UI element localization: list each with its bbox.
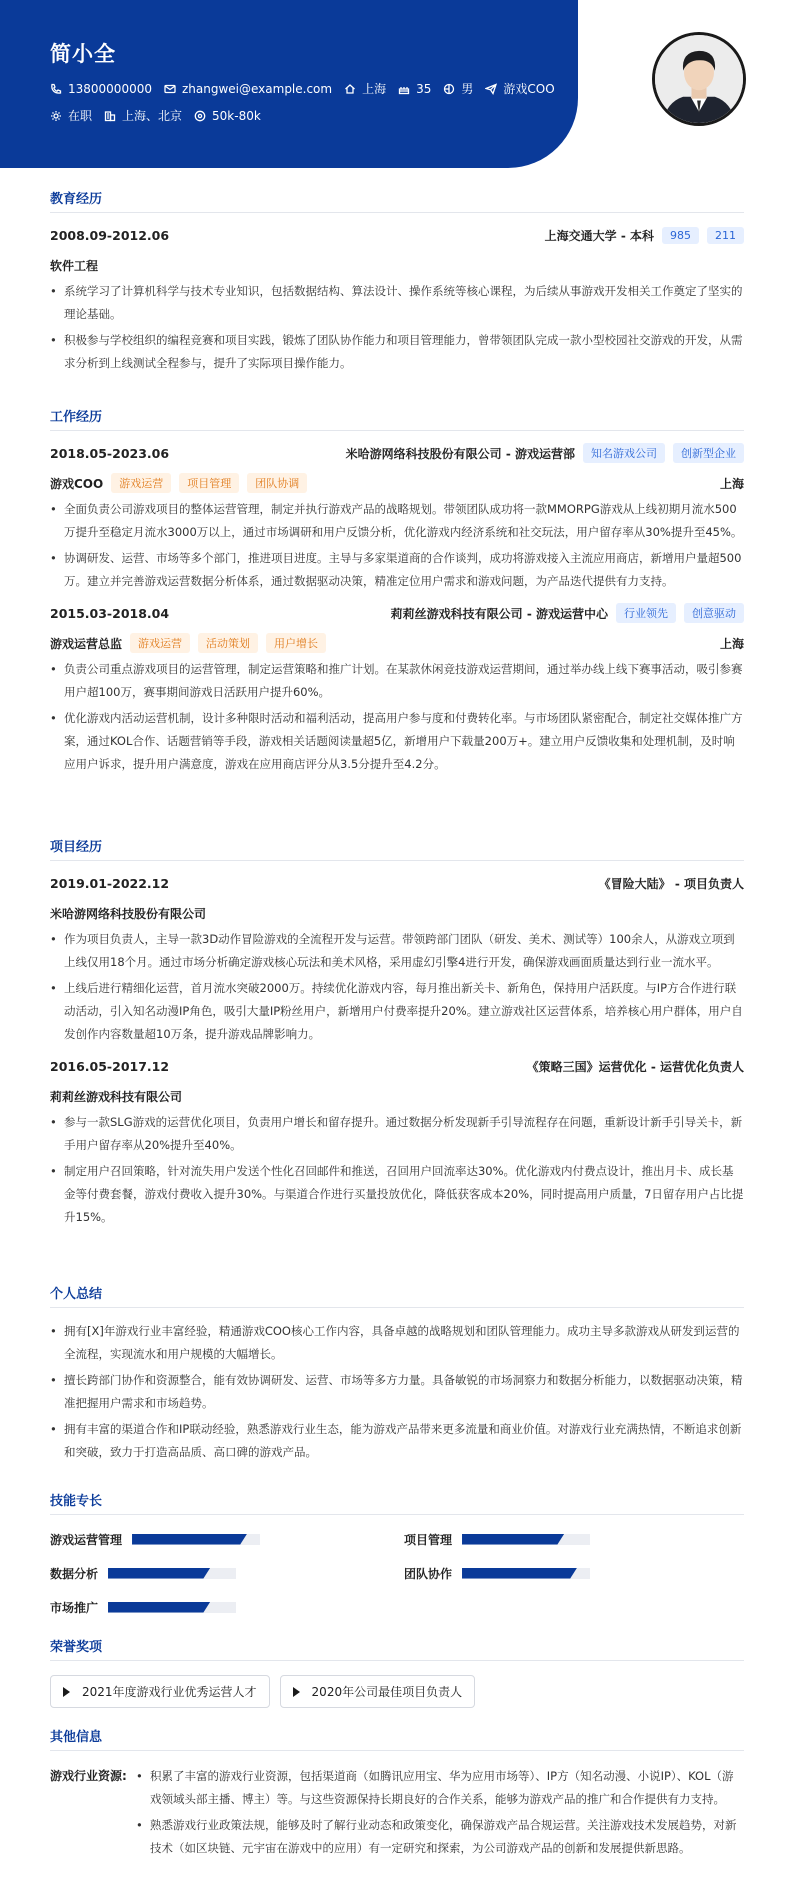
awards-list bbox=[50, 1675, 744, 1708]
project-date: 2016.05-2017.12 bbox=[50, 1058, 170, 1074]
skill-item bbox=[50, 1563, 404, 1583]
skill-name: 项目管理 bbox=[404, 1532, 453, 1547]
age-info bbox=[398, 82, 431, 96]
skill-bar bbox=[132, 1534, 260, 1545]
email-info bbox=[164, 82, 332, 96]
education-date: 2008.09-2012.06 bbox=[50, 227, 170, 243]
role-tag: 用户增长 bbox=[266, 633, 326, 653]
list-item: • 负责公司重点游戏项目的运营管理，制定运营策略和推广计划。在某款休闲竞技游戏运营期间，通过举办线上线下赛事活动，吸引参赛用户超100万，赛事期间游戏日活跃用户提升60%。 bbox=[50, 658, 744, 704]
job-head bbox=[50, 443, 744, 463]
education-school: 上海交通大学 - 本科 bbox=[544, 228, 654, 243]
education-title: 教育经历 bbox=[50, 188, 744, 213]
skill-bar-fill bbox=[462, 1534, 564, 1545]
company-tag: 创新型企业 bbox=[673, 443, 744, 463]
job-location: 上海 bbox=[719, 636, 744, 651]
position-info bbox=[485, 80, 554, 97]
company-tag: 知名游戏公司 bbox=[583, 443, 665, 463]
job-role: 游戏运营总监 bbox=[50, 636, 123, 651]
role-tag: 游戏运营 bbox=[111, 473, 171, 493]
job-company-group bbox=[346, 443, 744, 463]
project-name: 《冒险大陆》 - 项目负责人 bbox=[598, 876, 744, 891]
other-title: 其他信息 bbox=[50, 1726, 744, 1751]
list-item: • 积极参与学校组织的编程竞赛和项目实践，锻炼了团队协作能力和项目管理能力，曾带领团队完成一款小型校园社交游戏的开发，从需求分析到上线测试全程参与，提升了实际项目操作能力。 bbox=[50, 329, 744, 375]
awards-title: 荣誉奖项 bbox=[50, 1636, 744, 1661]
list-item: • 擅长跨部门协作和资源整合，能有效协调研发、运营、市场等多方力量。具备敏锐的市场洞察力和数据分析能力，以数据驱动决策，精准把握用户需求和市场趋势。 bbox=[50, 1369, 744, 1415]
gender-icon bbox=[443, 83, 455, 95]
other-bullets bbox=[136, 1765, 744, 1863]
building-icon bbox=[104, 110, 116, 122]
skill-item bbox=[50, 1597, 404, 1617]
education-bullets bbox=[50, 280, 744, 375]
job-company: 莉莉丝游戏科技有限公司 - 游戏运营中心 bbox=[390, 606, 608, 621]
role-tag: 项目管理 bbox=[179, 473, 239, 493]
list-item: • 全面负责公司游戏项目的整体运营管理，制定并执行游戏产品的战略规划。带领团队成功将一款MMORPG游戏从上线初期月流水500万提升至稳定月流水3000万以上，通过市场调研和用户反馈分析，优化游戏内经济系统和社交玩法，用户留存率从30%提升至45%。 bbox=[50, 498, 744, 544]
job-bullets bbox=[50, 658, 744, 776]
skills-grid bbox=[50, 1529, 744, 1617]
age-value: 35 bbox=[416, 81, 432, 96]
phone-icon bbox=[50, 83, 62, 95]
education-school-group bbox=[545, 227, 744, 244]
phone-info bbox=[50, 82, 152, 96]
work-section bbox=[50, 406, 744, 779]
job-role-group bbox=[50, 633, 326, 653]
skill-bar-fill bbox=[462, 1568, 577, 1579]
list-item: • 作为项目负责人，主导一款3D动作冒险游戏的全流程开发与运营。带领跨部门团队（研发、美术、测试等）100余人，从游戏立项到上线仅用18个月。通过市场分析确定游戏核心玩法和美术风格，采用虚幻引擎4进行开发，确保游戏画面质量达到行业一流水平。 bbox=[50, 928, 744, 974]
position-value: 游戏COO bbox=[503, 82, 555, 96]
school-tag: 211 bbox=[707, 227, 744, 244]
play-triangle-icon bbox=[293, 1687, 300, 1697]
skill-bar-fill bbox=[108, 1602, 210, 1613]
list-item: • 熟悉游戏行业政策法规，能够及时了解行业动态和政策变化，确保游戏产品合规运营。关注游戏技术发展趋势，对新技术（如区块链、元宇宙在游戏中的应用）有一定研究和探索，为公司游戏产品的创新和发展提供新思路。 bbox=[136, 1814, 744, 1860]
other-entry bbox=[50, 1765, 744, 1863]
job-bullets bbox=[50, 498, 744, 593]
project-bullets bbox=[50, 928, 744, 1046]
education-section bbox=[50, 188, 744, 378]
salary-info bbox=[194, 109, 261, 123]
list-item: • 制定用户召回策略，针对流失用户发送个性化召回邮件和推送，召回用户回流率达30%。优化游戏内付费点设计，推出月卡、成长基金等付费套餐，游戏付费收入提升30%。与渠道合作进行买量投放优化，降低获客成本20%，同时提高用户质量，7日留存用户占比提升15%。 bbox=[50, 1160, 744, 1229]
skill-bar-fill bbox=[108, 1568, 210, 1579]
education-major: 软件工程 bbox=[50, 258, 99, 273]
play-triangle-icon bbox=[63, 1687, 70, 1697]
award-item bbox=[50, 1675, 270, 1708]
list-item: • 参与一款SLG游戏的运营优化项目，负责用户增长和留存提升。通过数据分析发现新手引导流程存在问题，重新设计新手引导关卡，新手用户留存率从20%提升至40%。 bbox=[50, 1111, 744, 1157]
job-company: 米哈游网络科技股份有限公司 - 游戏运营部 bbox=[345, 446, 575, 461]
project-name: 《策略三国》运营优化 - 运营优化负责人 bbox=[526, 1059, 744, 1074]
city-value: 上海 bbox=[362, 82, 387, 96]
cake-icon bbox=[398, 83, 410, 95]
job-role-row bbox=[50, 633, 744, 653]
job-date: 2015.03-2018.04 bbox=[50, 605, 170, 621]
list-item: • 上线后进行精细化运营，首月流水突破2000万。持续优化游戏内容，每月推出新关卡、新角色，保持用户活跃度。与IP方合作进行联动活动，引入知名动漫IP角色，吸引大量IP粉丝用户，新增用户付费率提升20%。建立游戏社区运营体系，培养核心用户群体，用户自发创作内容数量超10万条，提升游戏品牌影响力。 bbox=[50, 977, 744, 1046]
status-value: 在职 bbox=[68, 109, 93, 123]
skill-bar bbox=[462, 1568, 590, 1579]
contact-row bbox=[50, 80, 567, 97]
summary-section bbox=[50, 1283, 744, 1467]
education-major-row bbox=[50, 255, 744, 275]
home-icon bbox=[344, 83, 356, 95]
salary-value: 50k-80k bbox=[212, 108, 261, 123]
skill-name: 团队协作 bbox=[404, 1566, 453, 1581]
skills-section bbox=[50, 1490, 744, 1617]
skill-name: 市场推广 bbox=[50, 1600, 99, 1615]
role-tag: 团队协调 bbox=[247, 473, 307, 493]
city-info bbox=[344, 80, 386, 97]
email-value: zhangwei@example.com bbox=[181, 81, 333, 96]
school-tag: 985 bbox=[662, 227, 699, 244]
phone-value: 13800000000 bbox=[68, 81, 152, 96]
list-item: • 协调研发、运营、市场等多个部门，推进项目进度。主导与多家渠道商的合作谈判，成功将游戏接入主流应用商店，新增用户量超500万。建立并完善游戏运营数据分析体系，通过数据驱动决策，精准定位用户需求和游戏问题，为产品迭代提供有力支持。 bbox=[50, 547, 744, 593]
avatar bbox=[652, 32, 746, 126]
project-head bbox=[50, 1056, 744, 1076]
skills-title: 技能专长 bbox=[50, 1490, 744, 1515]
skill-item bbox=[404, 1529, 744, 1549]
job-location: 上海 bbox=[719, 476, 744, 491]
project-date: 2019.01-2022.12 bbox=[50, 875, 170, 891]
job-role: 游戏COO bbox=[50, 476, 104, 491]
list-item: • 优化游戏内活动运营机制，设计多种限时活动和福利活动，提高用户参与度和付费转化率。与市场团队紧密配合，制定社交媒体推广方案，通过KOL合作、话题营销等手段，游戏相关话题阅读量超5亿，新增用户下载量200万+。建立用户反馈收集和处理机制，及时响应用户诉求，提升用户满意度，游戏在应用商店评分从3.5分提升至4.2分。 bbox=[50, 707, 744, 776]
work-title: 工作经历 bbox=[50, 406, 744, 431]
project-company: 米哈游网络科技股份有限公司 bbox=[50, 906, 207, 921]
mail-icon bbox=[164, 83, 176, 95]
portrait-photo bbox=[655, 35, 743, 123]
project-company: 莉莉丝游戏科技有限公司 bbox=[50, 1089, 183, 1104]
skill-name: 游戏运营管理 bbox=[50, 1532, 123, 1547]
header-banner bbox=[0, 0, 578, 168]
job-role-row bbox=[50, 473, 744, 493]
other-label: 游戏行业资源: bbox=[50, 1769, 127, 1783]
gender-info bbox=[443, 80, 473, 97]
company-tag: 创意驱动 bbox=[684, 603, 744, 623]
award-label: 2020年公司最佳项目负责人 bbox=[311, 1685, 463, 1699]
target-city-value: 上海、北京 bbox=[122, 109, 183, 123]
list-item: • 拥有丰富的渠道合作和IP联动经验，熟悉游戏行业生态，能为游戏产品带来更多流量和商业价值。对游戏行业充满热情，不断追求创新和突破，致力于打造高品质、高口碑的游戏产品。 bbox=[50, 1418, 744, 1464]
projects-title: 项目经历 bbox=[50, 836, 744, 861]
award-item bbox=[280, 1675, 476, 1708]
job-head bbox=[50, 603, 744, 623]
projects-section bbox=[50, 836, 744, 1232]
awards-section bbox=[50, 1636, 744, 1708]
project-bullets bbox=[50, 1111, 744, 1229]
skill-bar bbox=[108, 1602, 236, 1613]
skill-bar bbox=[108, 1568, 236, 1579]
role-tag: 活动策划 bbox=[198, 633, 258, 653]
coin-icon bbox=[194, 110, 206, 122]
skill-bar-fill bbox=[132, 1534, 247, 1545]
skill-item bbox=[404, 1563, 744, 1583]
gender-value: 男 bbox=[461, 82, 474, 96]
job-role-group bbox=[50, 473, 307, 493]
company-tag: 行业领先 bbox=[616, 603, 676, 623]
gear-icon bbox=[50, 110, 62, 122]
target-city-info bbox=[104, 107, 182, 124]
candidate-name: 简小全 bbox=[50, 42, 116, 66]
status-row bbox=[50, 107, 273, 124]
award-label: 2021年度游戏行业优秀运营人才 bbox=[82, 1685, 257, 1699]
education-entry-head bbox=[50, 225, 744, 245]
list-item: • 积累了丰富的游戏行业资源，包括渠道商（如腾讯应用宝、华为应用市场等）、IP方（知名动漫、小说IP）、KOL（游戏领域头部主播、博主）等。与这些资源保持长期良好的合作关系，能够为游戏产品的推广和合作提供有力支持。 bbox=[136, 1765, 744, 1811]
summary-bullets bbox=[50, 1320, 744, 1464]
project-company-row bbox=[50, 1086, 744, 1106]
job-date: 2018.05-2023.06 bbox=[50, 445, 170, 461]
summary-title: 个人总结 bbox=[50, 1283, 744, 1308]
project-head bbox=[50, 873, 744, 893]
job-company-group bbox=[391, 603, 744, 623]
list-item: • 拥有[X]年游戏行业丰富经验，精通游戏COO核心工作内容，具备卓越的战略规划和团队管理能力。成功主导多款游戏从研发到运营的全流程，实现流水和用户规模的大幅增长。 bbox=[50, 1320, 744, 1366]
project-company-row bbox=[50, 903, 744, 923]
other-section bbox=[50, 1726, 744, 1863]
status-info bbox=[50, 107, 92, 124]
role-tag: 游戏运营 bbox=[130, 633, 190, 653]
skill-bar bbox=[462, 1534, 590, 1545]
list-item: • 系统学习了计算机科学与技术专业知识，包括数据结构、算法设计、操作系统等核心课程，为后续从事游戏开发相关工作奠定了坚实的理论基础。 bbox=[50, 280, 744, 326]
send-icon bbox=[485, 83, 497, 95]
skill-name: 数据分析 bbox=[50, 1566, 99, 1581]
skill-item bbox=[50, 1529, 404, 1549]
